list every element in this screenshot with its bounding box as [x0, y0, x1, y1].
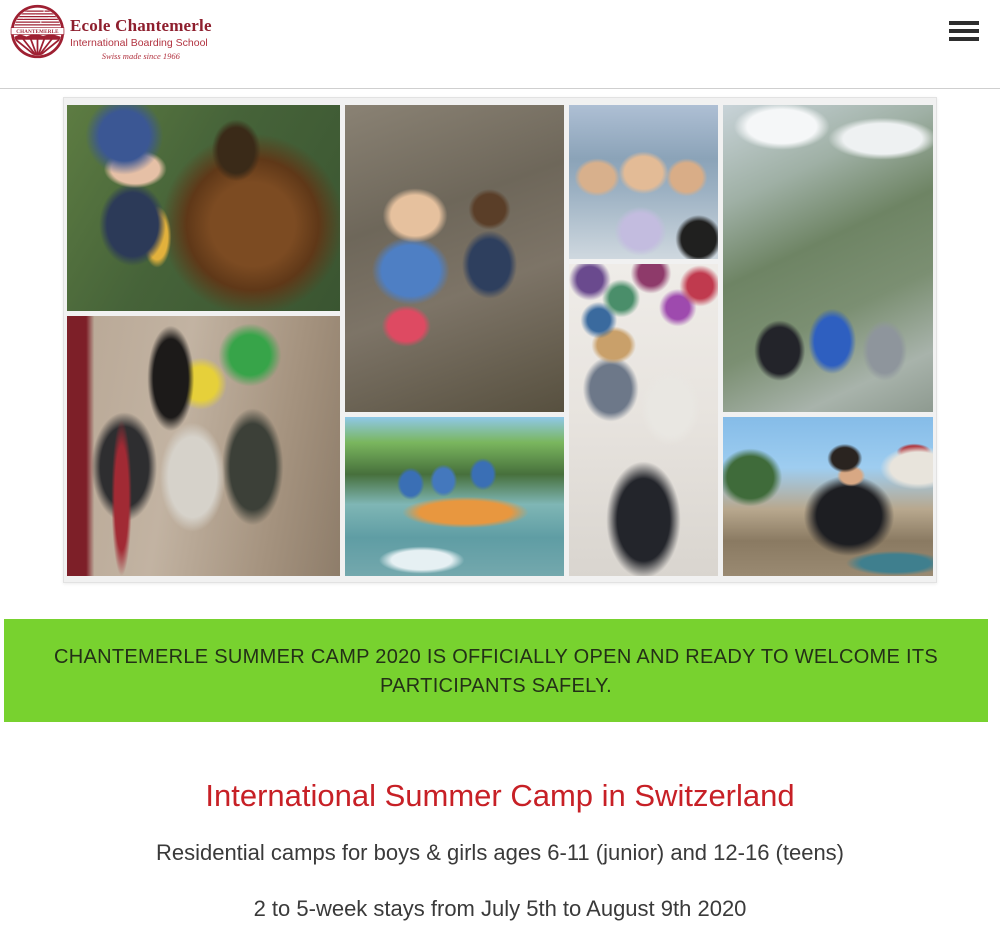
- announcement-text: CHANTEMERLE SUMMER CAMP 2020 IS OFFICIALLY OPEN AND READY TO WELCOME ITS PARTICIPANTS SAFELY.: [53, 646, 939, 697]
- emblem-text: CHANTEMERLE: [16, 29, 59, 36]
- collage-column-4: [723, 105, 933, 576]
- hamburger-bar: [949, 37, 979, 41]
- photo-collage: [63, 97, 937, 583]
- intro-heading: International Summer Camp in Switzerland: [205, 778, 795, 813]
- school-subtitle: International Boarding School: [70, 37, 208, 49]
- photo-boys-playing-in-creek: [345, 105, 564, 412]
- hamburger-menu-icon[interactable]: [948, 20, 980, 42]
- intro-subtitle-dates: 2 to 5-week stays from July 5th to August 9th 2020: [253, 896, 747, 921]
- logo[interactable]: [10, 4, 212, 61]
- announcement-banner: [4, 619, 988, 722]
- collage-column-2: [345, 105, 564, 576]
- intro-subtitle-ages: Residential camps for boys & girls ages 6-11 (junior) and 12-16 (teens): [155, 840, 845, 865]
- school-emblem-icon: [10, 4, 65, 59]
- hamburger-bar: [949, 21, 979, 25]
- photo-paddle-boat-on-lake: [345, 417, 564, 576]
- photo-three-girls-selfie: [569, 105, 718, 259]
- collage-column-3: [569, 105, 718, 576]
- school-tagline: Swiss made since 1966: [101, 51, 180, 61]
- collage-column-1: [67, 105, 340, 576]
- photo-teens-hiking-glacier: [723, 105, 933, 412]
- hamburger-bar: [949, 29, 979, 33]
- photo-boy-playing-ping-pong: [723, 417, 933, 576]
- photo-boys-karaoke-singing: [67, 316, 340, 576]
- photo-collage-grid: [67, 105, 933, 576]
- header: [0, 0, 1000, 89]
- photo-horse-riding-girl-with-horse: [67, 105, 340, 311]
- intro-section: [0, 778, 1000, 922]
- school-name: Ecole Chantemerle: [70, 16, 212, 35]
- logo-text-block: [70, 16, 212, 61]
- photo-girls-climbing-wall: [569, 264, 718, 576]
